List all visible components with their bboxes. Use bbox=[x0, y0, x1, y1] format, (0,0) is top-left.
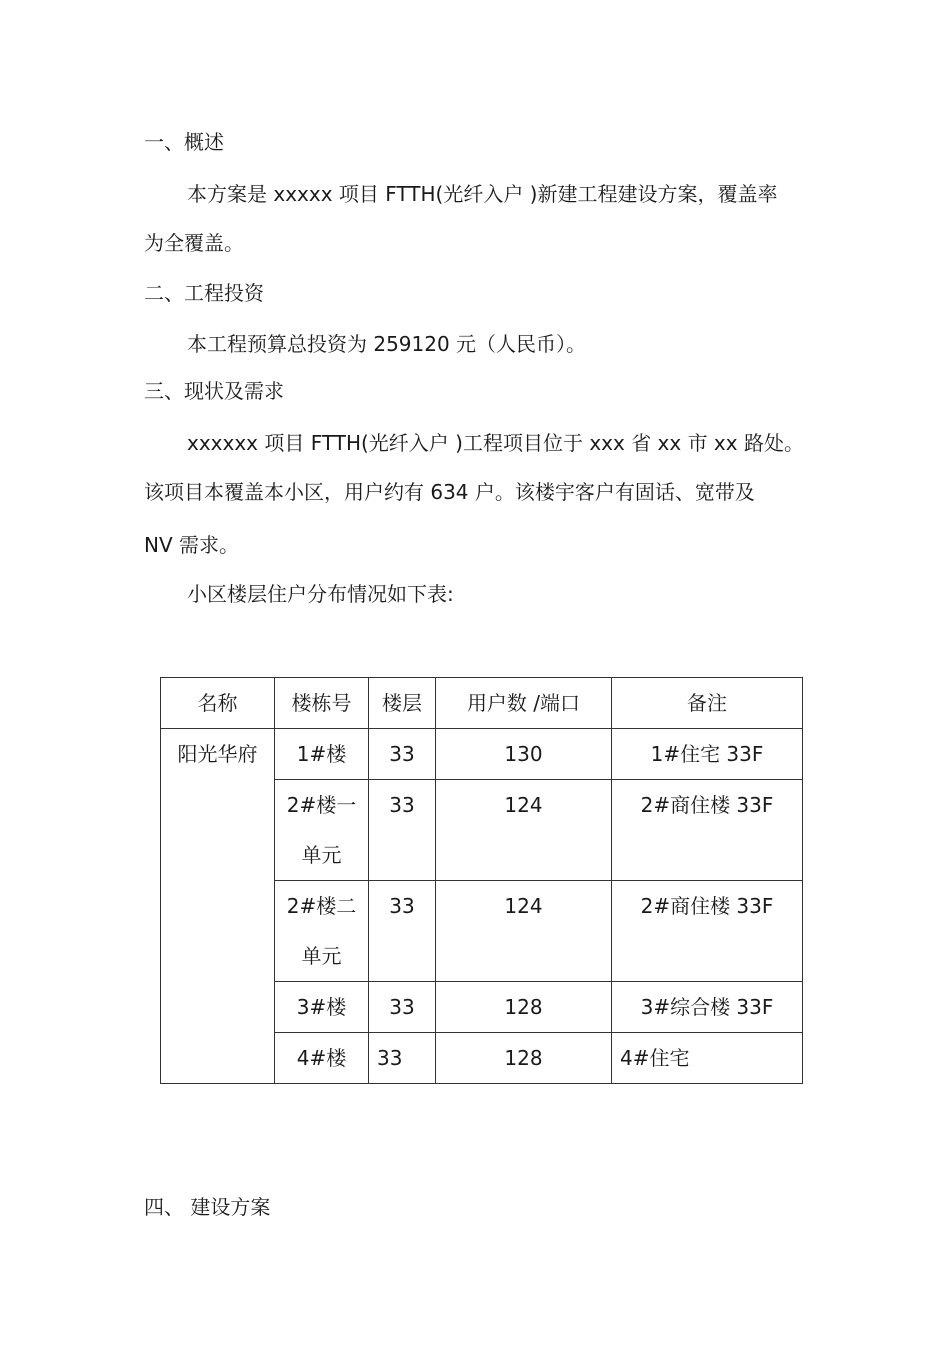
note-cell: 2#商住楼 33F bbox=[612, 780, 803, 881]
community-name-cell: 阳光华府 bbox=[161, 729, 275, 1084]
section-3-paragraph-line-3: NV 需求。 bbox=[144, 533, 239, 557]
section-3-title: 三、现状及需求 bbox=[144, 379, 284, 403]
floors-cell: 33 bbox=[369, 982, 436, 1033]
floors-cell: 33 bbox=[369, 1033, 436, 1084]
section-3-paragraph-line-2: 该项目本覆盖本小区，用户约有 634 户。该楼宇客户有固话、宽带及 bbox=[144, 480, 755, 504]
note-cell: 4#住宅 bbox=[612, 1033, 803, 1084]
note-cell: 3#综合楼 33F bbox=[612, 982, 803, 1033]
building-cell: 2#楼一 单元 bbox=[275, 780, 369, 881]
floors-cell: 33 bbox=[369, 729, 436, 780]
section-1-paragraph-line-1: 本方案是 xxxxx 项目 FTTH(光纤入户 )新建工程建设方案，覆盖率 bbox=[187, 182, 778, 206]
table-header-cell: 楼栋号 bbox=[275, 678, 369, 729]
users-cell: 130 bbox=[436, 729, 612, 780]
table-header-cell: 备注 bbox=[612, 678, 803, 729]
note-cell: 1#住宅 33F bbox=[612, 729, 803, 780]
building-cell: 3#楼 bbox=[275, 982, 369, 1033]
section-1-title: 一、概述 bbox=[144, 130, 224, 154]
distribution-table bbox=[160, 677, 803, 1084]
table-row bbox=[161, 729, 803, 780]
users-cell: 128 bbox=[436, 982, 612, 1033]
section-4-title: 四、 建设方案 bbox=[144, 1195, 271, 1219]
users-cell: 124 bbox=[436, 780, 612, 881]
section-3-paragraph-line-1: xxxxxx 项目 FTTH(光纤入户 )工程项目位于 xxx 省 xx 市 xx 路处。 bbox=[187, 431, 804, 455]
floors-cell: 33 bbox=[369, 780, 436, 881]
section-3-table-intro: 小区楼层住户分布情况如下表: bbox=[187, 582, 454, 606]
users-cell: 128 bbox=[436, 1033, 612, 1084]
table-header-cell: 楼层 bbox=[369, 678, 436, 729]
floors-cell: 33 bbox=[369, 881, 436, 982]
section-2-title: 二、工程投资 bbox=[144, 281, 264, 305]
table-header-cell: 用户数 /端口 bbox=[436, 678, 612, 729]
users-cell: 124 bbox=[436, 881, 612, 982]
building-cell: 1#楼 bbox=[275, 729, 369, 780]
building-cell: 2#楼二 单元 bbox=[275, 881, 369, 982]
section-1-paragraph-line-2: 为全覆盖。 bbox=[144, 231, 244, 255]
table-header-cell: 名称 bbox=[161, 678, 275, 729]
note-cell: 2#商住楼 33F bbox=[612, 881, 803, 982]
section-2-paragraph: 本工程预算总投资为 259120 元（人民币）。 bbox=[187, 332, 587, 356]
building-cell: 4#楼 bbox=[275, 1033, 369, 1084]
table-header-row bbox=[161, 678, 803, 729]
